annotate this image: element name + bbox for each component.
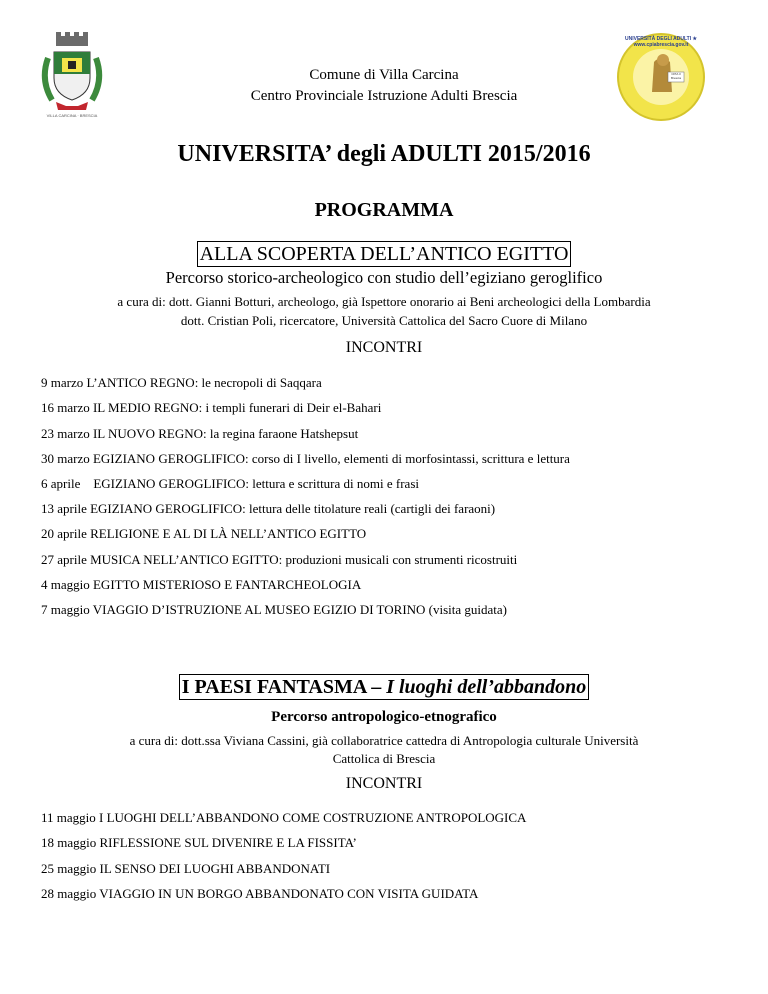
section2-heading <box>179 674 590 700</box>
logo-badge-text: CPIA 3 Brescia <box>670 72 681 80</box>
list-item: 20 aprile RELIGIONE E AL DI LÀ NELL’ANTICO EGITTO <box>41 526 367 541</box>
org-line-1: Comune di Villa Carcina <box>309 67 459 83</box>
section2-subtitle: Percorso antropologico-etnografico <box>271 709 497 725</box>
section1-curator-2: dott. Cristian Poli, ricercatore, Università Cattolica del Sacro Cuore di Milano <box>180 313 588 328</box>
programma-heading: PROGRAMMA <box>314 199 454 221</box>
section2-heading-italic: I luoghi dell’abbandono <box>386 676 587 698</box>
section1-incontri: INCONTRI <box>345 339 423 356</box>
section2-curator-2: Cattolica di Brescia <box>332 751 436 766</box>
list-item: 18 maggio RIFLESSIONE SUL DIVENIRE E LA FISSITA’ <box>41 835 357 850</box>
list-item: 30 marzo EGIZIANO GEROGLIFICO: corso di I livello, elementi di morfosintassi, scrittura e lettura <box>41 451 570 466</box>
page-title: UNIVERSITA’ degli ADULTI 2015/2016 <box>177 141 591 167</box>
list-item: 25 maggio IL SENSO DEI LUOGHI ABBANDONATI <box>41 861 331 876</box>
list-item: 6 aprile EGIZIANO GEROGLIFICO: lettura e scrittura di nomi e frasi <box>41 476 419 491</box>
section1-subtitle: Percorso storico-archeologico con studio dell’egiziano geroglifico <box>165 268 603 287</box>
list-item: 28 maggio VIAGGIO IN UN BORGO ABBANDONATO CON VISITA GUIDATA <box>41 886 479 901</box>
section2-incontri: INCONTRI <box>345 775 423 792</box>
list-item: 11 maggio I LUOGHI DELL’ABBANDONO COME COSTRUZIONE ANTROPOLOGICA <box>41 810 527 825</box>
list-item: 4 maggio EGITTO MISTERIOSO E FANTARCHEOLOGIA <box>41 577 362 592</box>
list-item: 9 marzo L’ANTICO REGNO: le necropoli di Saqqara <box>41 375 322 390</box>
org-line-2: Centro Provinciale Istruzione Adulti Brescia <box>250 88 518 104</box>
section1-curator-1: a cura di: dott. Gianni Botturi, archeologo, già Ispettore onorario ai Beni archeologici della Lombardia <box>117 294 651 309</box>
section1-heading: ALLA SCOPERTA DELL’ANTICO EGITTO <box>197 241 572 267</box>
section2-heading-wrap <box>0 674 768 700</box>
section1-heading-wrap <box>0 241 768 267</box>
list-item: 7 maggio VIAGGIO D’ISTRUZIONE AL MUSEO EGIZIO DI TORINO (visita guidata) <box>41 602 508 617</box>
list-item: 23 marzo IL NUOVO REGNO: la regina faraone Hatshepsut <box>41 426 359 441</box>
list-item: 27 aprile MUSICA NELL’ANTICO EGITTO: produzioni musicali con strumenti ricostruiti <box>41 552 518 567</box>
crest-caption: VILLA CARCINA · BRESCIA <box>46 113 98 118</box>
logo-ring-text: UNIVERSITÀ DEGLI ADULTI ★ www.cpiabrescia.gov.it <box>625 36 697 48</box>
section2-curator-1: a cura di: dott.ssa Viviana Cassini, già collaboratrice cattedra di Antropologia culturale Università <box>129 733 639 748</box>
section2-heading-main: I PAESI FANTASMA – <box>181 676 387 698</box>
list-item: 16 marzo IL MEDIO REGNO: i templi funerari di Deir el-Bahari <box>41 400 382 415</box>
list-item: 13 aprile EGIZIANO GEROGLIFICO: lettura delle titolature reali (cartigli dei faraoni) <box>41 501 496 516</box>
